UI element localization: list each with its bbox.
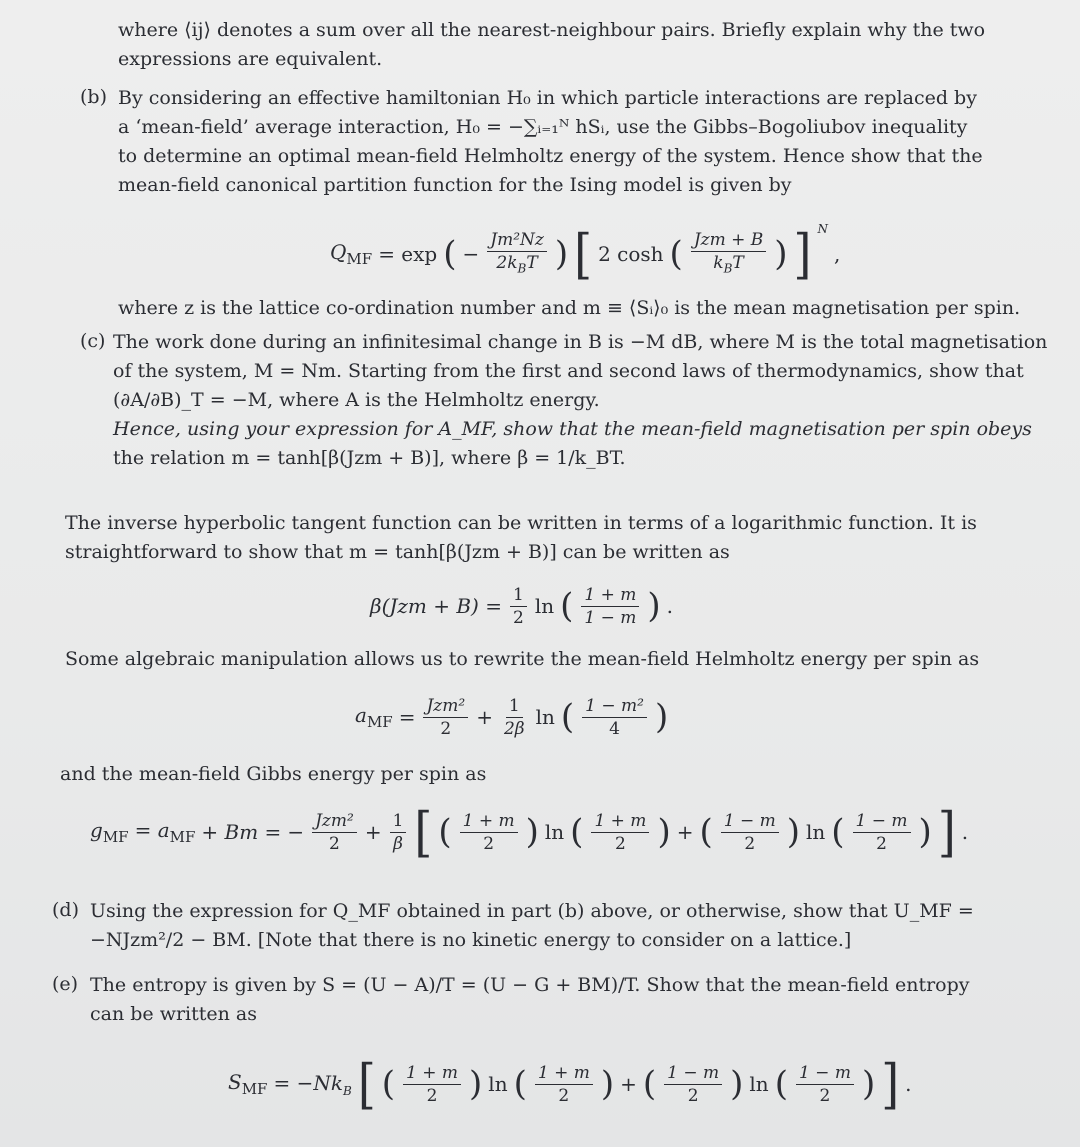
eq1-ln: ln (534, 594, 555, 618)
eq3-f2-den: β (393, 833, 403, 854)
eq-e-rhs-sub: B (342, 1083, 352, 1098)
eq1-half-den: 2 (512, 607, 524, 628)
eq-e-q2 (796, 1062, 854, 1107)
eq3-plus: + (364, 820, 382, 844)
eq1-frac (581, 584, 639, 629)
eq3-p2 (591, 810, 649, 855)
part-d-text (90, 897, 974, 955)
eq-e-lhs: S (228, 1070, 242, 1094)
eq2-ln: ln (535, 705, 555, 729)
eq-e-q2-den: 2 (819, 1085, 831, 1106)
part-c-line-2: of the system, M = Nm. Starting from the first and second laws of thermodynamics, show that (113, 360, 1024, 382)
eq-e-q1 (664, 1062, 722, 1107)
part-c-text (113, 328, 1047, 473)
eq-e-plus: + (620, 1072, 637, 1096)
eq-b-lhs-sub: MF (346, 250, 373, 268)
eq3-f2-num: 1 (390, 810, 407, 833)
eq-e-q1-num: 1 − m (664, 1062, 722, 1085)
eq2-frac-1 (423, 695, 468, 740)
eq3-lhs-sub: MF (102, 828, 129, 846)
part-e-line-1: The entropy is given by S = (U − A)/T = (U − G + BM)/T. Show that the mean-field entropy (90, 974, 970, 996)
eq3-minus: − (287, 820, 305, 844)
eq3-frac-1 (312, 810, 357, 855)
eq-e-paren-b-close: ) (600, 1064, 615, 1104)
eq3-paren-b-open: ( (570, 812, 584, 852)
part-e-label: (e) (52, 973, 79, 995)
eq-b-f1-num: Jm²Nz (487, 229, 547, 252)
part-b-line-3: to determine an optimal mean-field Helmholtz energy of the system. Hence show that the (118, 145, 983, 167)
eq3-paren-d-close: ) (918, 812, 932, 852)
eq3-f1-den: 2 (329, 833, 340, 854)
eq2-lhs-sub: MF (366, 713, 393, 731)
eq-e-paren-a-open: ( (381, 1064, 396, 1104)
eq-e-q1-den: 2 (687, 1085, 699, 1106)
eq-b-frac-2 (691, 229, 766, 279)
gibbs-equation (90, 800, 968, 864)
eq3-period: . (961, 820, 969, 844)
bracket-open: [ (574, 222, 593, 286)
eq1-paren-open: ( (560, 586, 574, 626)
eq3-p2-num: 1 + m (591, 810, 649, 833)
eq1-num: 1 + m (581, 584, 639, 607)
eq-e-paren-c-open: ( (642, 1064, 657, 1104)
comma: , (833, 242, 841, 266)
eq-b-f1-den-tail: T (526, 252, 538, 273)
eq-b-frac-1 (487, 229, 547, 279)
eq2-f3-num: 1 − m² (582, 695, 647, 718)
eq2-f2-den: 2β (503, 718, 525, 739)
eq3-paren-d-open: ( (831, 812, 845, 852)
partition-function-equation (330, 222, 840, 286)
middle-line-1: The inverse hyperbolic tangent function can be written in terms of a logarithmic function. It is (65, 512, 977, 534)
eq2-frac-2 (501, 695, 528, 740)
minus: − (462, 242, 480, 266)
eq3-q2 (853, 810, 911, 855)
part-b-label: (b) (80, 86, 107, 108)
eq-e-paren-a-close: ) (469, 1064, 483, 1104)
eq2-plus: + (476, 705, 493, 729)
part-c-line-3: (∂A/∂B)_T = −M, where A is the Helmholtz energy. (113, 389, 600, 411)
eq-b-lhs: Q (330, 240, 347, 264)
eq-e-rhs: = −Nk (273, 1070, 343, 1095)
eq3-q2-den: 2 (876, 833, 887, 854)
eq2-f3-den: 4 (609, 718, 620, 739)
eq-e-p1 (403, 1062, 461, 1107)
eq2-equals: = (398, 705, 416, 729)
eq2-f2-num: 1 (506, 695, 523, 718)
eq2-paren-open: ( (560, 697, 575, 737)
eq3-bracket-close: ] (937, 800, 956, 864)
part-c-label: (c) (80, 330, 106, 352)
eq-e-p1-den: 2 (426, 1085, 438, 1106)
part-b-line-1: By considering an effective hamiltonian H₀ in which particle interactions are replaced by (118, 87, 977, 109)
eq1-half (510, 584, 527, 629)
eq3-q2-num: 1 − m (853, 810, 911, 833)
paren-close-2: ) (774, 234, 788, 274)
eq-e-paren-d-open: ( (774, 1064, 788, 1104)
eq-b-exp: = exp (378, 242, 438, 266)
paren-open-2: ( (669, 234, 683, 274)
eq-b-power: N (817, 222, 828, 236)
part-d-label: (d) (52, 899, 79, 921)
eq1-period: . (666, 594, 673, 618)
middle-text (65, 509, 977, 567)
eq1-paren-close: ) (647, 586, 661, 626)
part-e-line-2: can be written as (90, 1003, 257, 1025)
paren-close: ) (554, 234, 569, 274)
eq-e-ln-1: ln (488, 1072, 508, 1096)
entropy-equation (228, 1050, 912, 1118)
eq-b-f2-den: k (713, 252, 724, 273)
helmholtz-equation (355, 688, 668, 746)
eq3-paren-a-close: ) (525, 812, 539, 852)
eq3-p1-den: 2 (483, 833, 495, 854)
eq2-lhs: a (355, 703, 367, 727)
eq-b-f2-den-sub: B (723, 261, 733, 276)
bracket-close: ] (793, 222, 812, 286)
eq1-half-num: 1 (510, 584, 527, 607)
part-b-after: where z is the lattice co-ordination number and m ≡ ⟨Sᵢ⟩₀ is the mean magnetisation per spin. (118, 297, 1021, 319)
eq3-paren-c-close: ) (786, 812, 800, 852)
eq2-f1-num: Jzm² (423, 695, 468, 718)
intro-text (118, 16, 985, 74)
eq3-frac-2 (390, 810, 407, 855)
eq-e-paren-d-close: ) (861, 1064, 876, 1104)
eq-e-lhs-sub: MF (241, 1080, 268, 1098)
eq-e-p2-den: 2 (558, 1085, 570, 1106)
part-c-line-4: Hence, using your expression for A_MF, show that the mean-field magnetisation per spin obeys (113, 418, 1032, 440)
part-c-line-5: the relation m = tanh[β(Jzm + B)], where β = 1/k_BT. (113, 447, 626, 469)
eq3-p2-den: 2 (615, 833, 626, 854)
part-d-line-1: Using the expression for Q_MF obtained in part (b) above, or otherwise, show that U_MF = (90, 900, 974, 922)
eq-e-paren-c-close: ) (730, 1064, 744, 1104)
middle-line-4: and the mean-field Gibbs energy per spin as (60, 763, 487, 785)
eq-b-cosh: 2 cosh (598, 242, 664, 266)
intro-line-2: expressions are equivalent. (118, 48, 383, 70)
atanh-equation (370, 578, 673, 634)
paren-open: ( (443, 234, 457, 274)
eq3-mid: = a (134, 818, 170, 842)
eq-b-f1-den-sub: B (517, 261, 527, 276)
eq-e-bracket-open: [ (357, 1052, 376, 1116)
part-b-line-2: a ‘mean-field’ average interaction, H₀ = −∑ᵢ₌₁ᴺ hSᵢ, use the Gibbs–Bogoliubov inequality (118, 116, 968, 138)
eq3-q1-num: 1 − m (721, 810, 779, 833)
eq3-p1-num: 1 + m (460, 810, 518, 833)
part-e-text (90, 971, 970, 1029)
eq-e-bracket-close: ] (881, 1052, 900, 1116)
eq3-q1-den: 2 (744, 833, 756, 854)
eq1-lhs: β(Jzm + B) = (370, 594, 502, 618)
eq3-ln-1: ln (544, 820, 565, 844)
eq3-ln-2: ln (806, 820, 826, 844)
eq-b-f2-den-tail: T (732, 252, 744, 273)
eq3-mid-sub: MF (169, 828, 196, 846)
eq-b-f2-num: Jzm + B (691, 229, 766, 252)
eq3-paren-c-open: ( (699, 812, 713, 852)
eq-b-f1-den: 2k (496, 252, 518, 273)
eq-e-paren-b-open: ( (513, 1064, 527, 1104)
eq3-bracket-open: [ (414, 800, 433, 864)
eq3-lhs: g (90, 818, 103, 842)
part-d-line-2: −NJzm²/2 − BM. [Note that there is no kinetic energy to consider on a lattice.] (90, 929, 852, 951)
eq2-frac-3 (582, 695, 647, 740)
eq1-den: 1 − m (584, 607, 637, 628)
intro-line-1: where ⟨ij⟩ denotes a sum over all the nearest-neighbour pairs. Briefly explain why the two (118, 19, 986, 41)
part-b-line-4: mean-field canonical partition function for the Ising model is given by (118, 174, 792, 196)
eq-e-period: . (905, 1072, 912, 1096)
eq-e-p2-num: 1 + m (535, 1062, 593, 1085)
middle-line-2: straightforward to show that m = tanh[β(Jzm + B)] can be written as (65, 541, 730, 563)
eq-e-p1-num: 1 + m (403, 1062, 461, 1085)
eq3-paren-b-close: ) (657, 812, 671, 852)
eq3-tail: + Bm = (201, 820, 282, 844)
eq2-paren-close: ) (654, 697, 669, 737)
eq2-f1-den: 2 (440, 718, 452, 739)
eq3-p1 (460, 810, 518, 855)
eq-e-q2-num: 1 − m (796, 1062, 854, 1085)
eq-e-p2 (535, 1062, 593, 1107)
part-c-line-1: The work done during an infinitesimal change in B is −M dB, where M is the total magnetisation (113, 331, 1048, 353)
eq3-f1-num: Jzm² (312, 810, 357, 833)
eq-e-ln-2: ln (749, 1072, 769, 1096)
part-b-text (118, 84, 983, 200)
eq3-paren-a-open: ( (438, 812, 452, 852)
middle-line-3: Some algebraic manipulation allows us to rewrite the mean-field Helmholtz energy per spin as (65, 648, 980, 670)
eq3-q1 (721, 810, 779, 855)
eq3-plus-2: + (676, 820, 694, 844)
